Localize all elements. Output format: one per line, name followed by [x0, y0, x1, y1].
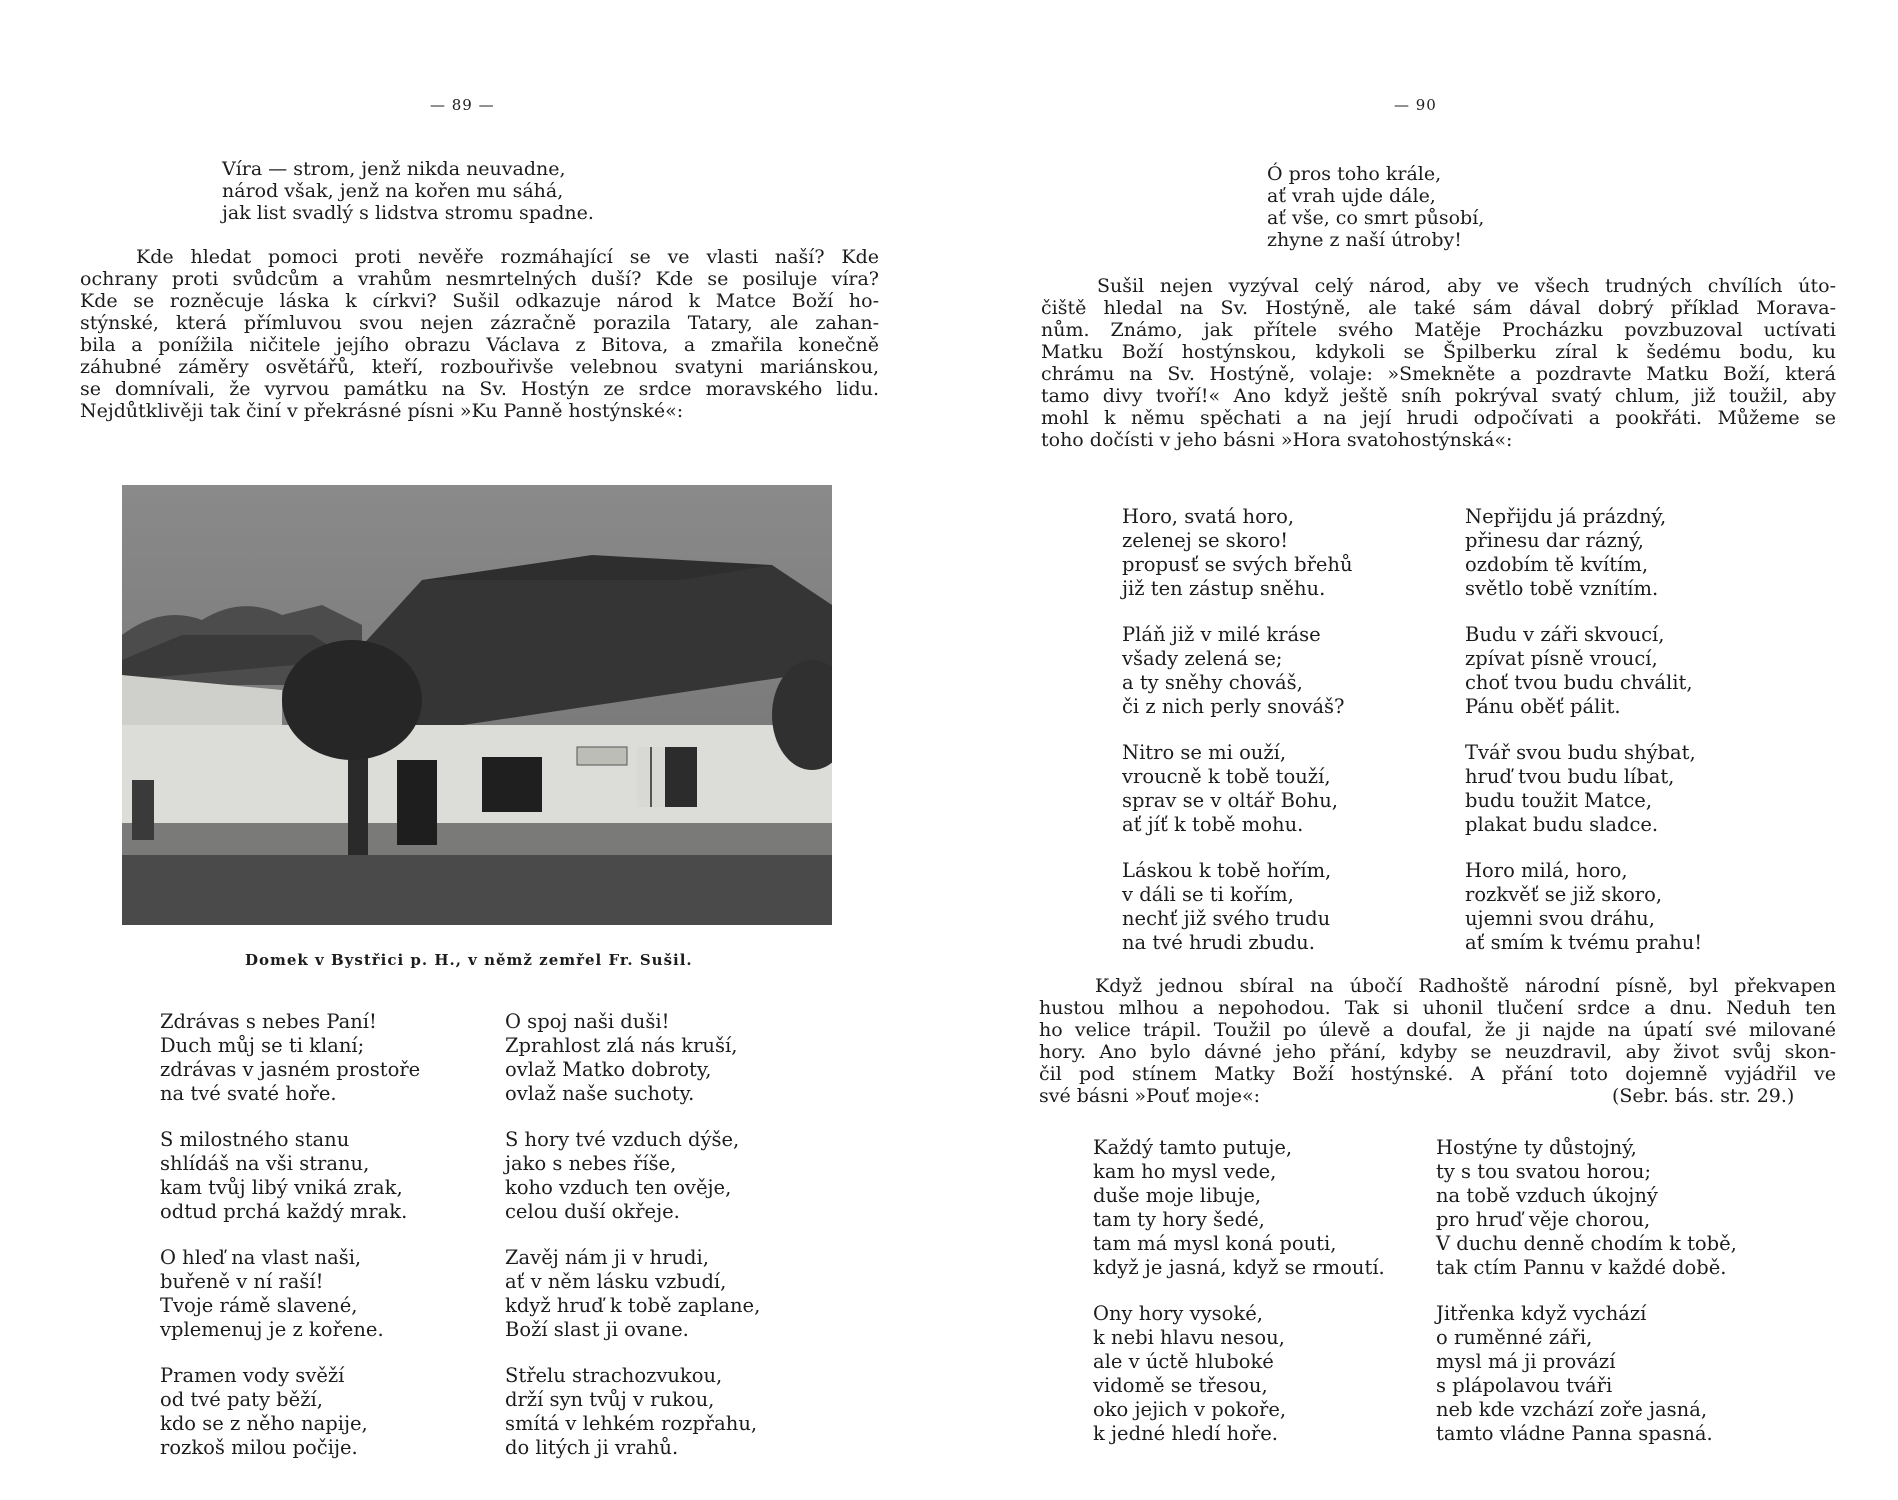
stanza: Budu v záři skvoucí, zpívat písně vroucí, choť tvou budu chválit, Pánu oběť pálit. — [1465, 623, 1693, 718]
stanza: Tvář svou budu shýbat, hruď tvou budu líbat, budu toužit Matce, plakat budu sladce. — [1465, 741, 1696, 836]
stanza: Nepřijdu já prázdný, přinesu dar rázný, ozdobím tě kvítím, světlo tobě vznítím. — [1465, 505, 1667, 600]
stanza: Horo, svatá horo, zelenej se skoro! propusť se svých břehů již ten zástup sněhu. — [1122, 505, 1353, 600]
stanza: Zavěj nám ji v hrudi, ať v něm lásku vzbudí, když hruď k tobě zaplane, Boží slast ji ovane. — [505, 1246, 761, 1341]
stanza: Každý tamto putuje, kam ho mysl vede, duše moje libuje, tam ty hory šedé, tam má mysl koná pouti, když je jasná, když se rmoutí. — [1093, 1136, 1385, 1279]
stanza: Zdrávas s nebes Paní! Duch můj se ti klaní; zdrávas v jasném prostoře na tvé svaté hoře. — [160, 1010, 421, 1105]
paragraph-right-1: Sušil nejen vyzýval celý národ, aby ve všech trudných chvílích úto- čiště hledal na Sv. Hostýně, ale také sám dával dobrý příklad Morava- nům. Známo, jak přítele svého Matěje Procházku povzbuzoval uctívati Matku Boží hostýnskou, kdykoli se Špilberku zíral k šedému bodu, ku chrámu na Sv. Hostýně, volaje: »Smekněte a pozdravte Matku Boží, která tamo divy tvoří!« Ano když ještě sníh pokrýval svatý chlum, již toužil, aby mohl k němu spěchati a na její hrudi odpočívati a pookřáti. Můžeme se toho dočísti v jeho básni »Hora svatohostýnská«: — [1041, 275, 1836, 451]
stanza: Pláň již v milé kráse všady zelená se; a ty sněhy chováš, či z nich perly snováš? — [1122, 623, 1345, 718]
stanza: Jitřenka když vychází o ruměnné záři, mysl má ji provází s plápolavou tváři neb kde vzchází zoře jasná, tamto vládne Panna spasná. — [1436, 1302, 1713, 1445]
paragraph-right-2: Když jednou sbíral na úbočí Radhoště národní písně, byl překvapen hustou mlhou a nepohodou. Tak si uhonil tlučení srdce a dnu. Neduh ten ho velice trápil. Toužil po úlevě a doufal, že ji najde na úpatí své milované hory. Ano bylo dávné jeho přání, kdyby se neuzdravil, aby život svůj skon- čil pod stínem Matky Boží hostýnské. A přání toto dojemně vyjádřil ve své básni »Pouť moje«: — [1039, 975, 1836, 1107]
opening-stanza-right: Ó pros toho krále, ať vrah ujde dále, ať vše, co smrt působí, zhyne z naší útroby! — [1267, 163, 1485, 251]
stanza: S milostného stanu shlídáš na vši stranu, kam tvůj libý vniká zrak, odtud prchá každý mrak. — [160, 1128, 408, 1223]
house-photo — [122, 485, 832, 925]
stanza: O hleď na vlast naši, buřeně v ní raší! Tvoje rámě slavené, vplemenuj je z kořene. — [160, 1246, 384, 1341]
poem1-column-2 — [1465, 505, 1702, 977]
house-illustration — [122, 485, 832, 925]
stanza: S hory tvé vzduch dýše, jako s nebes říše, koho vzduch ten ověje, celou duší okřeje. — [505, 1128, 740, 1223]
stanza: Pramen vody svěží od tvé paty běží, kdo se z něho napije, rozkoš milou počije. — [160, 1364, 368, 1459]
photo-caption: Domek v Bystřici p. H., v němž zemřel Fr. Sušil. — [245, 951, 693, 969]
poem1-column-1 — [1122, 505, 1353, 977]
stanza: Ony hory vysoké, k nebi hlavu nesou, ale v úctě hluboké vidomě se třesou, oko jejich v pokoře, k jedné hledí hoře. — [1093, 1302, 1287, 1445]
stanza: Hostýne ty důstojný, ty s tou svatou horou; na tobě vzduch úkojný pro hruď věje chorou, V duchu denně chodím k tobě, tak ctím Pannu v každé době. — [1436, 1136, 1737, 1279]
stanza: Láskou k tobě hořím, v dáli se ti kořím, nechť již svého trudu na tvé hrudi zbudu. — [1122, 859, 1332, 954]
stanza: Nitro se mi ouží, vroucně k tobě touží, sprav se v oltář Bohu, ať jíť k tobě mohu. — [1122, 741, 1338, 836]
poem-column-1-left — [160, 1010, 420, 1482]
opening-stanza-left: Víra — strom, jenž nikda neuvadne, národ však, jenž na kořen mu sáhá, jak list svadlý s lidstva stromu spadne. — [222, 158, 594, 224]
stanza: O spoj naši duši! Zprahlost zlá nás kruší, ovlaž Matko dobroty, ovlaž naše suchoty. — [505, 1010, 738, 1105]
stanza: Horo milá, horo, rozkvěť se již skoro, ujemni svou dráhu, ať smím k tvému prahu! — [1465, 859, 1703, 954]
stanza: Střelu strachozvukou, drží syn tvůj v rukou, smítá v lehkém rozpřahu, do litých ji vrahů. — [505, 1364, 758, 1459]
page-number-right: — 90 — [1394, 96, 1437, 114]
source-reference: (Sebr. bás. str. 29.) — [1612, 1085, 1795, 1107]
poem2-column-1 — [1093, 1136, 1385, 1468]
right-page — [949, 0, 1898, 1500]
paragraph-left: Kde hledat pomoci proti nevěře rozmáhající se ve vlasti naší? Kde ochrany proti svůdcům a vrahům nesmrtelných duší? Kde se posiluje víra? Kde se rozněcuje láska k církvi? Sušil odkazuje národ k Matce Boží ho- stýnské, která přímluvou svou nejen zázračně porazila Tatary, ale zahan- bila a ponížila ničitele jejího obrazu Václava z Bitova, a zmařila konečně záhubné záměry osvětářů, kteří, rozbouřivše velebnou svatyni mariánskou, se domnívali, že vyrvou památku na Sv. Hostýn ze srdce moravského lidu. Nejdůtklivěji tak činí v překrásné písni »Ku Panně hostýnské«: — [80, 246, 879, 422]
poem-column-2-left — [505, 1010, 760, 1482]
poem2-column-2 — [1436, 1136, 1737, 1468]
page-number-left: — 89 — — [430, 96, 495, 114]
